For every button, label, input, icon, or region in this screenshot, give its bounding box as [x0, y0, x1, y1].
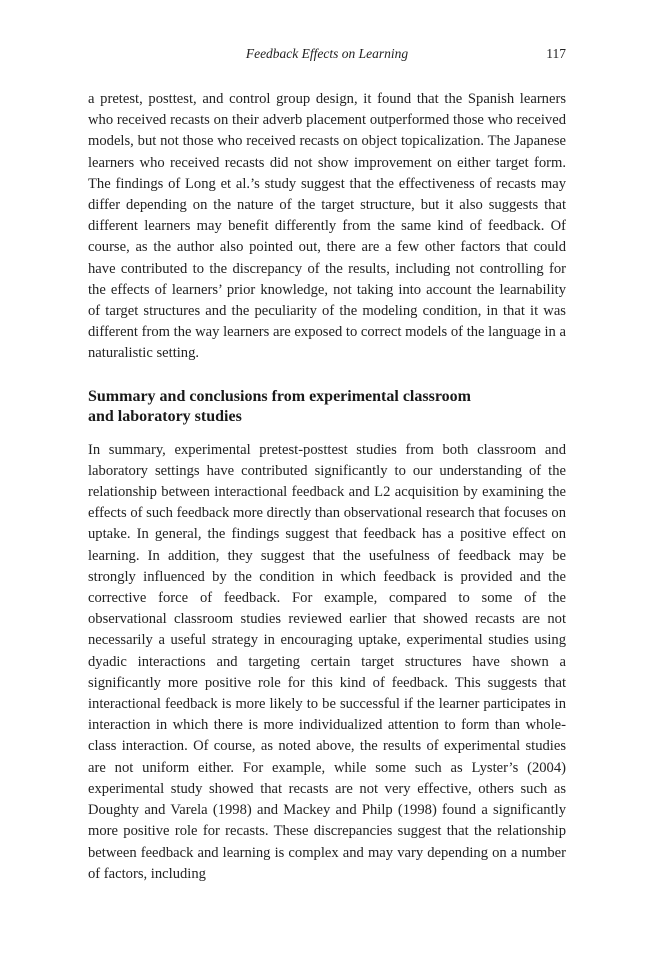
paragraph-summary: In summary, experimental pretest-posttest studies from both classroom and laboratory settings have contributed significantly to our understanding of the relationship between interactional feedback and L2 acquisition by examining the effects of such feedback more directly than observational research that focuses on uptake. In general, the findings suggest that feedback has a positive effect on learning. In addition, they suggest that the usefulness of feedback may be strongly influenced by the condition in which feedback is provided and the corrective force of feedback. For example, compared to some of the observational classroom studies reviewed earlier that showed recasts are not necessarily a useful strategy in encouraging uptake, experimental studies using dyadic interactions and targeting certain target structures have shown a significantly more positive role for this kind of feedback. This suggests that interactional feedback is more likely to be successful if the learner participates in interaction in which there is more individualized attention to form than whole-class interaction. Of course, as noted above, the results of experimental studies are not uniform either. For example, while some such as Lyster’s (2004) experimental study showed that recasts are not very effective, others such as Doughty and Varela (1998) and Mackey and Philp (1998) found a significantly more positive role for recasts. These discrepancies suggest that the relationship between feedback and learning is complex and may vary depending on a number of factors, including — [88, 441, 566, 882]
paragraph-continued: a pretest, posttest, and control group design, it found that the Spanish learners who received recasts on their adverb placement outperformed those who received models, but not those who received recasts on object topicalization. The Japanese learners who received recasts did not show improvement on either target form. The findings of Long et al.’s study suggest that the effectiveness of recasts may differ depending on the nature of the target structure, but it also suggests that different learners may benefit differently from the same kind of feedback. Of course, as the author also pointed out, there are a few other factors that could have contributed to the discrepancy of the results, including not controlling for the effects of learners’ prior knowledge, not taking into account the learnability of target structures and the peculiarity of the modeling condition, in that it was different from the way learners are exposed to correct models of the language in a naturalistic setting. — [88, 91, 566, 362]
page-number: 117 — [546, 46, 566, 61]
section-heading-line-1: Summary and conclusions from experimental classroom — [88, 387, 471, 405]
running-title: Feedback Effects on Learning — [245, 46, 409, 61]
running-header — [88, 46, 566, 64]
section-heading — [88, 387, 566, 428]
body-text — [88, 89, 566, 885]
section-heading-line-2: and laboratory studies — [88, 408, 242, 426]
